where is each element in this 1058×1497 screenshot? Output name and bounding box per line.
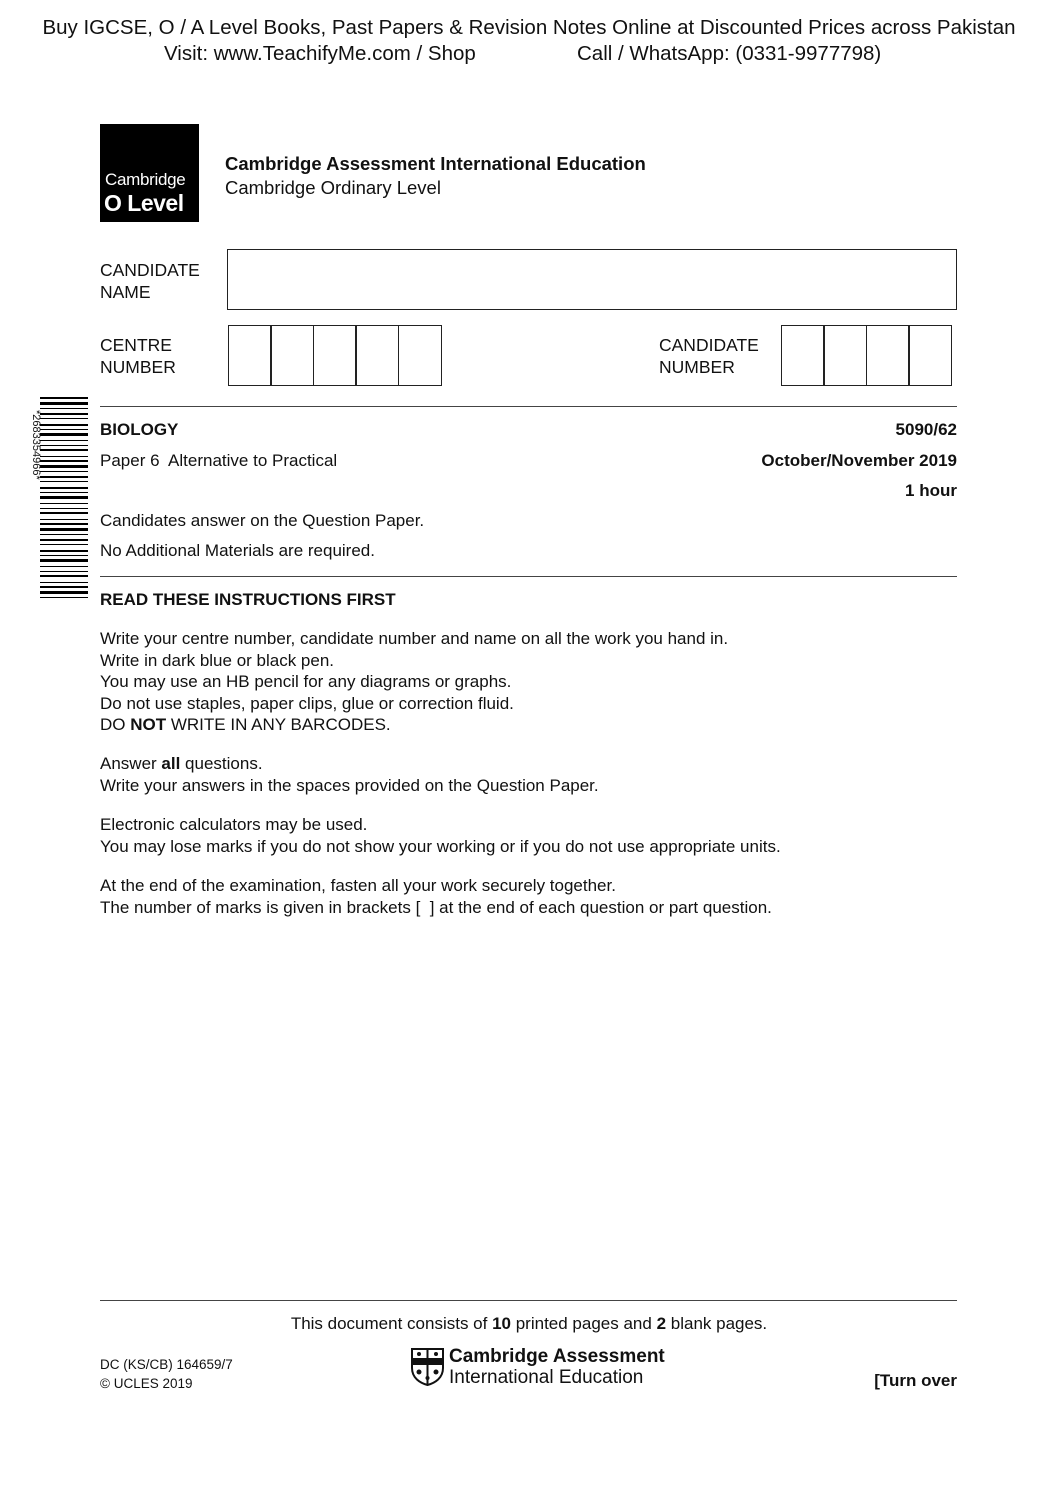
logo-line1: Cambridge <box>105 170 186 189</box>
instruction-line: Do not use staples, paper clips, glue or correction fluid. <box>100 693 514 713</box>
candidate-number-boxes[interactable] <box>782 325 952 386</box>
centre-number-boxes[interactable] <box>229 325 442 386</box>
centre-number-label: CENTRE NUMBER <box>100 335 176 377</box>
paper-title: Paper 6 Alternative to Practical <box>100 451 338 470</box>
centre-number-cell[interactable] <box>398 325 442 386</box>
instruction-line: Write in dark blue or black pen. <box>100 650 335 670</box>
centre-number-cell[interactable] <box>355 325 399 386</box>
candidate-number-cell[interactable] <box>823 325 867 386</box>
materials-note: No Additional Materials are required. <box>100 541 375 560</box>
divider <box>100 1300 957 1301</box>
page-count-note: This document consists of 10 printed pages and 2 blank pages. <box>290 1314 768 1333</box>
cambridge-assessment-wordmark: Cambridge Assessment International Education <box>449 1346 665 1388</box>
instructions-group <box>100 814 781 857</box>
cambridge-o-level-logo <box>100 124 199 222</box>
centre-number-cell[interactable] <box>270 325 314 386</box>
barcode <box>40 397 88 602</box>
instruction-line: DO NOT WRITE IN ANY BARCODES. <box>100 715 391 734</box>
instruction-line: Write your answers in the spaces provided on the Question Paper. <box>100 775 599 795</box>
qualification-level: Cambridge Ordinary Level <box>225 177 441 198</box>
barcode-digits: *2683354966* <box>30 410 42 480</box>
candidate-number-cell[interactable] <box>866 325 910 386</box>
candidate-number-label: CANDIDATE NUMBER <box>659 335 759 377</box>
candidate-number-cell[interactable] <box>781 325 825 386</box>
instructions-group <box>100 875 772 918</box>
instruction-line: Electronic calculators may be used. <box>100 815 368 834</box>
candidate-name-label: CANDIDATE NAME <box>100 260 200 302</box>
instructions-group <box>100 628 728 736</box>
instructions-heading: READ THESE INSTRUCTIONS FIRST <box>100 590 396 609</box>
banner-line: Buy IGCSE, O / A Level Books, Past Papers & Revision Notes Online at Discounted Prices across Pakistan <box>42 16 1016 39</box>
duration: 1 hour <box>905 481 957 500</box>
answer-note: Candidates answer on the Question Paper. <box>100 511 425 530</box>
subject: BIOLOGY <box>100 420 179 439</box>
banner-call: Call / WhatsApp: (0331-9977798) <box>577 42 882 65</box>
divider <box>100 406 957 407</box>
candidate-name-field[interactable] <box>227 249 957 310</box>
instruction-line: You may lose marks if you do not show your working or if you do not use appropriate units. <box>100 836 781 856</box>
instructions-group <box>100 753 599 796</box>
instruction-line: You may use an HB pencil for any diagrams or graphs. <box>100 672 512 691</box>
candidate-number-cell[interactable] <box>908 325 952 386</box>
logo-line2: O Level <box>104 190 184 216</box>
paper-code: 5090/62 <box>895 420 957 439</box>
instruction-line: Write your centre number, candidate number and name on all the work you hand in. <box>100 629 729 648</box>
centre-number-cell[interactable] <box>313 325 357 386</box>
cambridge-crest-icon <box>411 1348 444 1386</box>
instruction-line: At the end of the examination, fasten all your work securely together. <box>100 876 616 895</box>
exam-session: October/November 2019 <box>761 451 957 470</box>
instruction-line: The number of marks is given in brackets [ ] at the end of each question or part question. <box>100 897 772 917</box>
centre-number-cell[interactable] <box>228 325 272 386</box>
document-reference: DC (KS/CB) 164659/7 © UCLES 2019 <box>100 1357 233 1391</box>
turn-over: [Turn over <box>874 1371 957 1390</box>
banner-visit: Visit: www.TeachifyMe.com / Shop <box>164 42 476 65</box>
instruction-line: Answer all questions. <box>100 754 263 773</box>
divider <box>100 576 957 577</box>
org-name: Cambridge Assessment International Education <box>225 153 646 174</box>
